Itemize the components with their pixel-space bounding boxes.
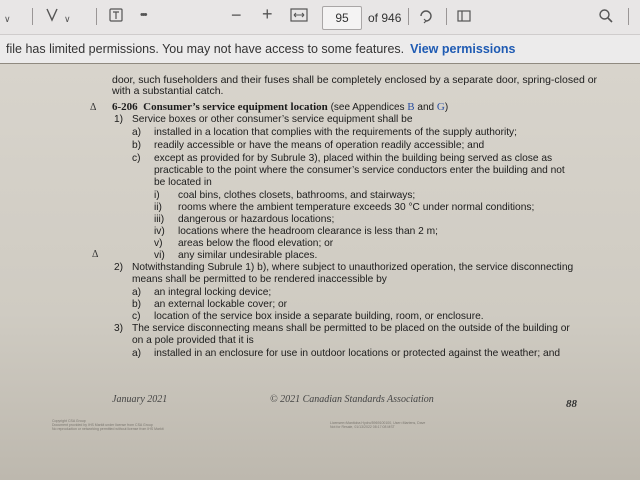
rotate-icon[interactable]: [418, 8, 434, 29]
item-marker: c): [132, 153, 141, 164]
section-close-paren: ): [444, 102, 449, 113]
toolbar-divider: [96, 8, 97, 25]
appendix-g-link[interactable]: G: [436, 101, 445, 113]
item-text: practicable to the point where the consumer’s service conductors enter the building and not: [154, 165, 565, 176]
text-line: with a substantial catch.: [112, 85, 224, 97]
item-marker: iii): [154, 214, 165, 225]
license-line: No reproduction or networking permitted without license from IHS Markit: [52, 427, 164, 431]
footer-copyright: © 2021 Canadian Standards Association: [270, 394, 434, 405]
item-marker: a): [132, 287, 142, 298]
view-permissions-link[interactable]: View permissions: [410, 42, 516, 56]
item-text: readily accessible or have the means of operation readily accessible; and: [154, 140, 485, 151]
item-marker: b): [132, 140, 142, 151]
text-line: door, such fuseholders and their fuses shall be completely enclosed by a separate door, spring-closed or: [112, 74, 598, 86]
toolbar-divider: [408, 8, 409, 25]
more-icon[interactable]: •••: [140, 9, 146, 21]
search-icon[interactable]: [598, 8, 614, 29]
item-marker: v): [154, 238, 163, 249]
item-text: areas below the flood elevation; or: [178, 238, 334, 249]
item-text: any similar undesirable places.: [178, 250, 318, 261]
permissions-message: file has limited permissions. You may not have access to some features.: [6, 42, 405, 56]
item-text: The service disconnecting means shall be permitted to be placed on the outside of the building or: [132, 323, 570, 334]
item-marker: ii): [154, 202, 162, 213]
fit-width-icon[interactable]: [290, 8, 308, 27]
section-number: 6-206: [112, 101, 138, 113]
item-text: dangerous or hazardous locations;: [178, 214, 335, 225]
appendix-b-link[interactable]: B: [407, 101, 415, 113]
item-marker: b): [132, 299, 142, 310]
item-text: Service boxes or other consumer’s service equipment shall be: [132, 114, 413, 125]
item-text: locations where the headroom clearance is less than 2 m;: [178, 226, 438, 237]
license-line: Document provided by IHS Markit under license from CSA Group: [52, 423, 153, 427]
pdf-toolbar: [0, 0, 640, 35]
item-text: an integral locking device;: [154, 287, 272, 298]
license-line: Not for Resale, 01/13/2022 08:17:08 MST: [330, 425, 395, 429]
page-count: of 946: [368, 11, 402, 25]
permissions-banner: [0, 35, 640, 63]
change-marker: Δ: [92, 249, 99, 260]
item-text: be located in: [154, 177, 212, 188]
page-number-input[interactable]: 95: [322, 6, 362, 30]
pdf-page: [0, 64, 640, 480]
item-marker: vi): [154, 250, 165, 261]
license-notice-left: [52, 419, 164, 431]
section-see-text: (see Appendices: [330, 102, 408, 113]
item-text: installed in an enclosure for use in outdoor locations or protected against the weather; and: [154, 348, 561, 359]
item-text: on a pole provided that it is: [132, 335, 254, 346]
chevron-down-icon[interactable]: ∨: [4, 14, 11, 24]
zoom-in-icon[interactable]: +: [262, 4, 273, 24]
item-text: installed in a location that complies with the requirements of the supply authority;: [154, 127, 517, 138]
license-notice-right: [330, 421, 425, 429]
item-text: except as provided for by Subrule 3), placed within the building being served as close as: [154, 153, 553, 164]
chevron-down-icon[interactable]: ∨: [64, 14, 71, 24]
toolbar-divider: [32, 8, 33, 25]
zoom-out-icon[interactable]: −: [231, 5, 242, 25]
section-heading: [112, 101, 448, 114]
item-text: rooms where the ambient temperature exceeds 30 °C under normal conditions;: [178, 202, 535, 213]
toolbar-divider: [446, 8, 447, 25]
item-text: means shall be permitted to be rendered inaccessible by: [132, 274, 387, 285]
item-marker: a): [132, 127, 142, 138]
section-title: Consumer’s service equipment location: [143, 101, 328, 113]
item-text: an external lockable cover; or: [154, 299, 288, 310]
license-line: Copyright CSA Group: [52, 419, 86, 423]
item-marker: a): [132, 348, 142, 359]
draw-icon[interactable]: [44, 6, 60, 27]
item-marker: 2): [114, 262, 124, 273]
item-text: coal bins, clothes closets, bathrooms, and stairways;: [178, 190, 416, 201]
item-marker: c): [132, 311, 141, 322]
footer-page-number: 88: [566, 398, 577, 410]
license-line: Licensee=Manitoba Hydro/5969100100, User=Martens, Dave: [330, 421, 426, 425]
item-marker: iv): [154, 226, 165, 237]
item-marker: 1): [114, 114, 124, 125]
footer-date: January 2021: [112, 394, 168, 405]
page-view-icon[interactable]: [456, 8, 472, 29]
item-marker: i): [154, 190, 160, 201]
section-and-text: and: [414, 102, 437, 113]
item-text: Notwithstanding Subrule 1) b), where subject to unauthorized operation, the service disconnecting: [132, 262, 574, 273]
item-marker: 3): [114, 323, 124, 334]
toolbar-divider: [628, 8, 629, 25]
change-marker: Δ: [90, 102, 97, 113]
text-icon[interactable]: [108, 7, 124, 28]
item-text: location of the service box inside a separate building, room, or enclosure.: [154, 311, 484, 322]
